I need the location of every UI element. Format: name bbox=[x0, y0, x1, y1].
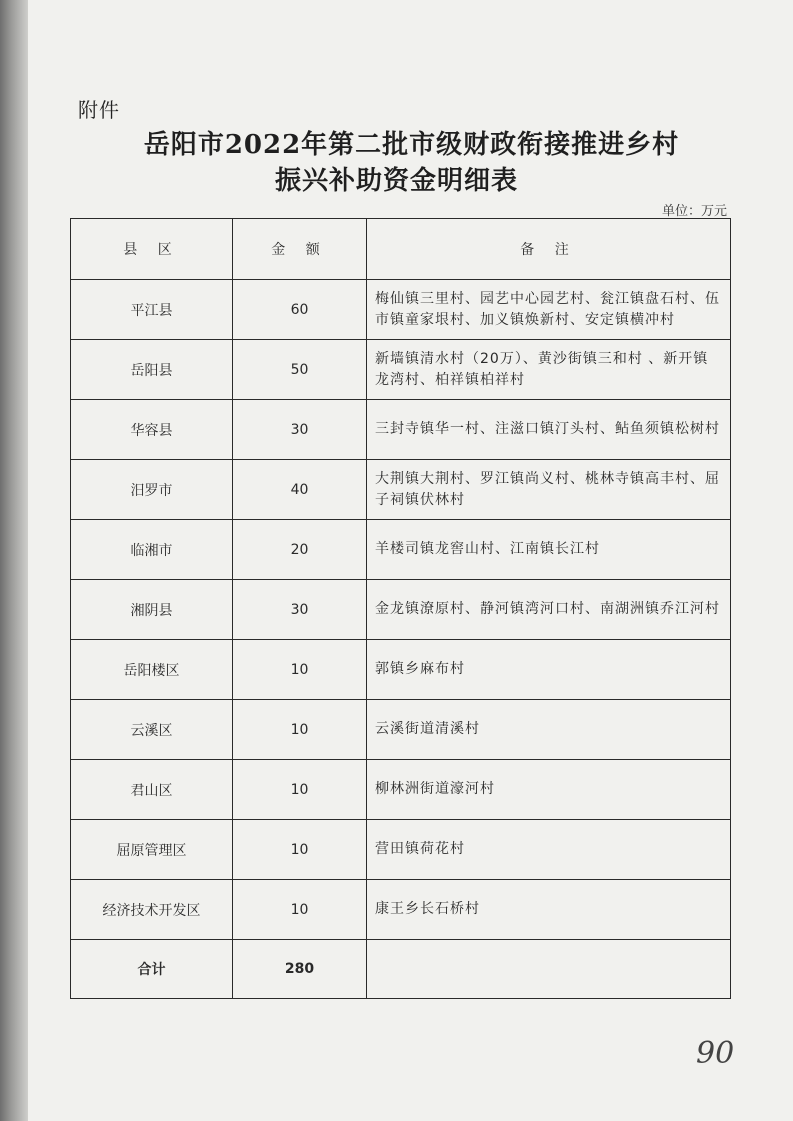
note-cell: 营田镇荷花村 bbox=[367, 820, 731, 880]
document-title-line2: 振兴补助资金明细表 bbox=[274, 166, 518, 196]
table-row bbox=[71, 880, 731, 940]
note-cell: 大荆镇大荆村、罗江镇尚义村、桃林寺镇高丰村、屈子祠镇伏林村 bbox=[367, 460, 731, 520]
amount-cell: 40 bbox=[233, 460, 367, 520]
amount-cell: 60 bbox=[233, 280, 367, 340]
county-cell: 岳阳县 bbox=[71, 340, 233, 400]
header-note: 备 注 bbox=[367, 219, 731, 280]
amount-cell: 30 bbox=[233, 580, 367, 640]
amount-cell: 50 bbox=[233, 340, 367, 400]
amount-cell: 10 bbox=[233, 820, 367, 880]
document-title-line1: 岳阳市2022年第二批市级财政衔接推进乡村 bbox=[143, 130, 680, 160]
table-row bbox=[71, 340, 731, 400]
table-row bbox=[71, 460, 731, 520]
table-row bbox=[71, 760, 731, 820]
total-amount-cell: 280 bbox=[233, 940, 367, 999]
note-cell: 康王乡长石桥村 bbox=[367, 880, 731, 940]
funding-detail-table bbox=[70, 218, 731, 999]
county-cell: 君山区 bbox=[71, 760, 233, 820]
note-cell: 三封寺镇华一村、注滋口镇汀头村、鲇鱼须镇松树村 bbox=[367, 400, 731, 460]
county-cell: 华容县 bbox=[71, 400, 233, 460]
note-cell: 柳林洲街道濠河村 bbox=[367, 760, 731, 820]
note-cell: 郭镇乡麻布村 bbox=[367, 640, 731, 700]
table-row bbox=[71, 280, 731, 340]
note-cell: 新墙镇清水村（20万）、黄沙街镇三和村 、新开镇龙湾村、柏祥镇柏祥村 bbox=[367, 340, 731, 400]
amount-cell: 10 bbox=[233, 700, 367, 760]
amount-cell: 10 bbox=[233, 640, 367, 700]
table-row bbox=[71, 520, 731, 580]
county-cell: 屈原管理区 bbox=[71, 820, 233, 880]
table-row bbox=[71, 700, 731, 760]
unit-label: 单位：万元 bbox=[661, 204, 727, 219]
county-cell: 临湘市 bbox=[71, 520, 233, 580]
county-cell: 平江县 bbox=[71, 280, 233, 340]
table-row bbox=[71, 640, 731, 700]
table-row bbox=[71, 400, 731, 460]
note-cell: 金龙镇潦原村、静河镇湾河口村、南湖洲镇乔江河村 bbox=[367, 580, 731, 640]
county-cell: 湘阴县 bbox=[71, 580, 233, 640]
note-cell: 梅仙镇三里村、园艺中心园艺村、瓮江镇盘石村、伍市镇童家垠村、加义镇焕新村、安定镇横冲村 bbox=[367, 280, 731, 340]
attachment-label: 附件 bbox=[78, 98, 120, 122]
amount-cell: 30 bbox=[233, 400, 367, 460]
county-cell: 云溪区 bbox=[71, 700, 233, 760]
header-county: 县 区 bbox=[71, 219, 233, 280]
amount-cell: 10 bbox=[233, 880, 367, 940]
handwritten-page-number: 90 bbox=[696, 1036, 735, 1071]
amount-cell: 10 bbox=[233, 760, 367, 820]
amount-cell: 20 bbox=[233, 520, 367, 580]
county-cell: 岳阳楼区 bbox=[71, 640, 233, 700]
total-label-cell: 合计 bbox=[71, 940, 233, 999]
total-row bbox=[71, 940, 731, 999]
county-cell: 经济技术开发区 bbox=[71, 880, 233, 940]
note-cell: 云溪街道清溪村 bbox=[367, 700, 731, 760]
table-row bbox=[71, 580, 731, 640]
total-note-cell bbox=[367, 940, 731, 999]
note-cell: 羊楼司镇龙窖山村、江南镇长江村 bbox=[367, 520, 731, 580]
header-amount: 金 额 bbox=[233, 219, 367, 280]
table-header-row bbox=[71, 219, 731, 280]
county-cell: 汨罗市 bbox=[71, 460, 233, 520]
table-row bbox=[71, 820, 731, 880]
